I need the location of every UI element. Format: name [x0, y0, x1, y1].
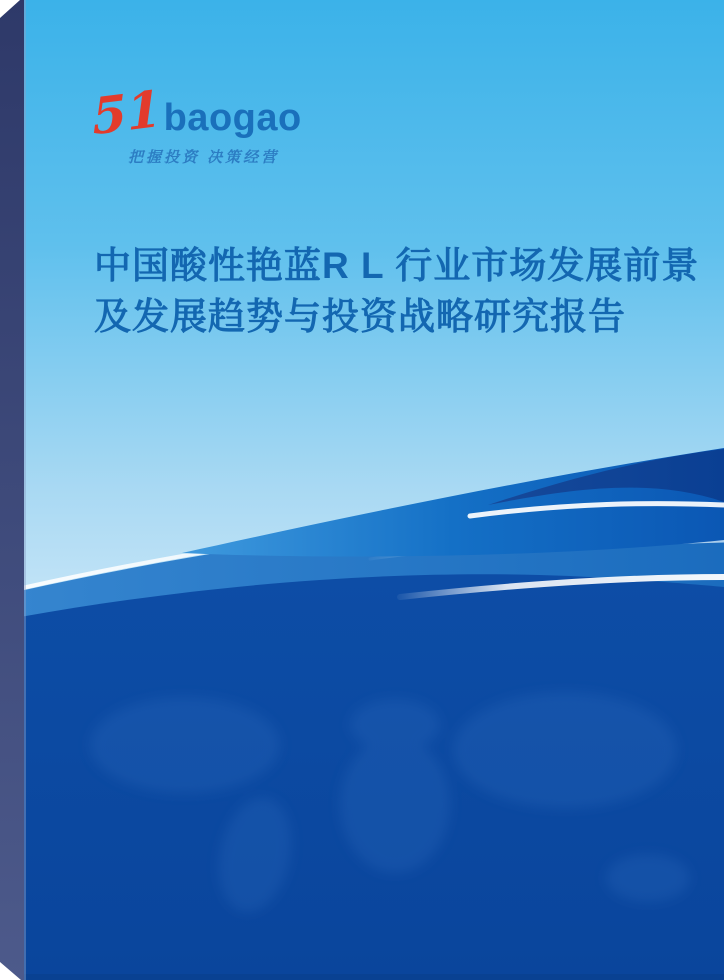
logo-name: baogao	[163, 97, 302, 139]
logo-mark-51: 51	[90, 78, 163, 147]
logo	[90, 78, 302, 147]
title-line-1: 中国酸性艳蓝R L 行业市场发展前景	[94, 245, 700, 286]
report-title	[94, 240, 700, 342]
title-line-2: 及发展趋势与投资战略研究报告	[94, 296, 626, 337]
logo-tagline: 把握投资 决策经营	[128, 149, 280, 166]
